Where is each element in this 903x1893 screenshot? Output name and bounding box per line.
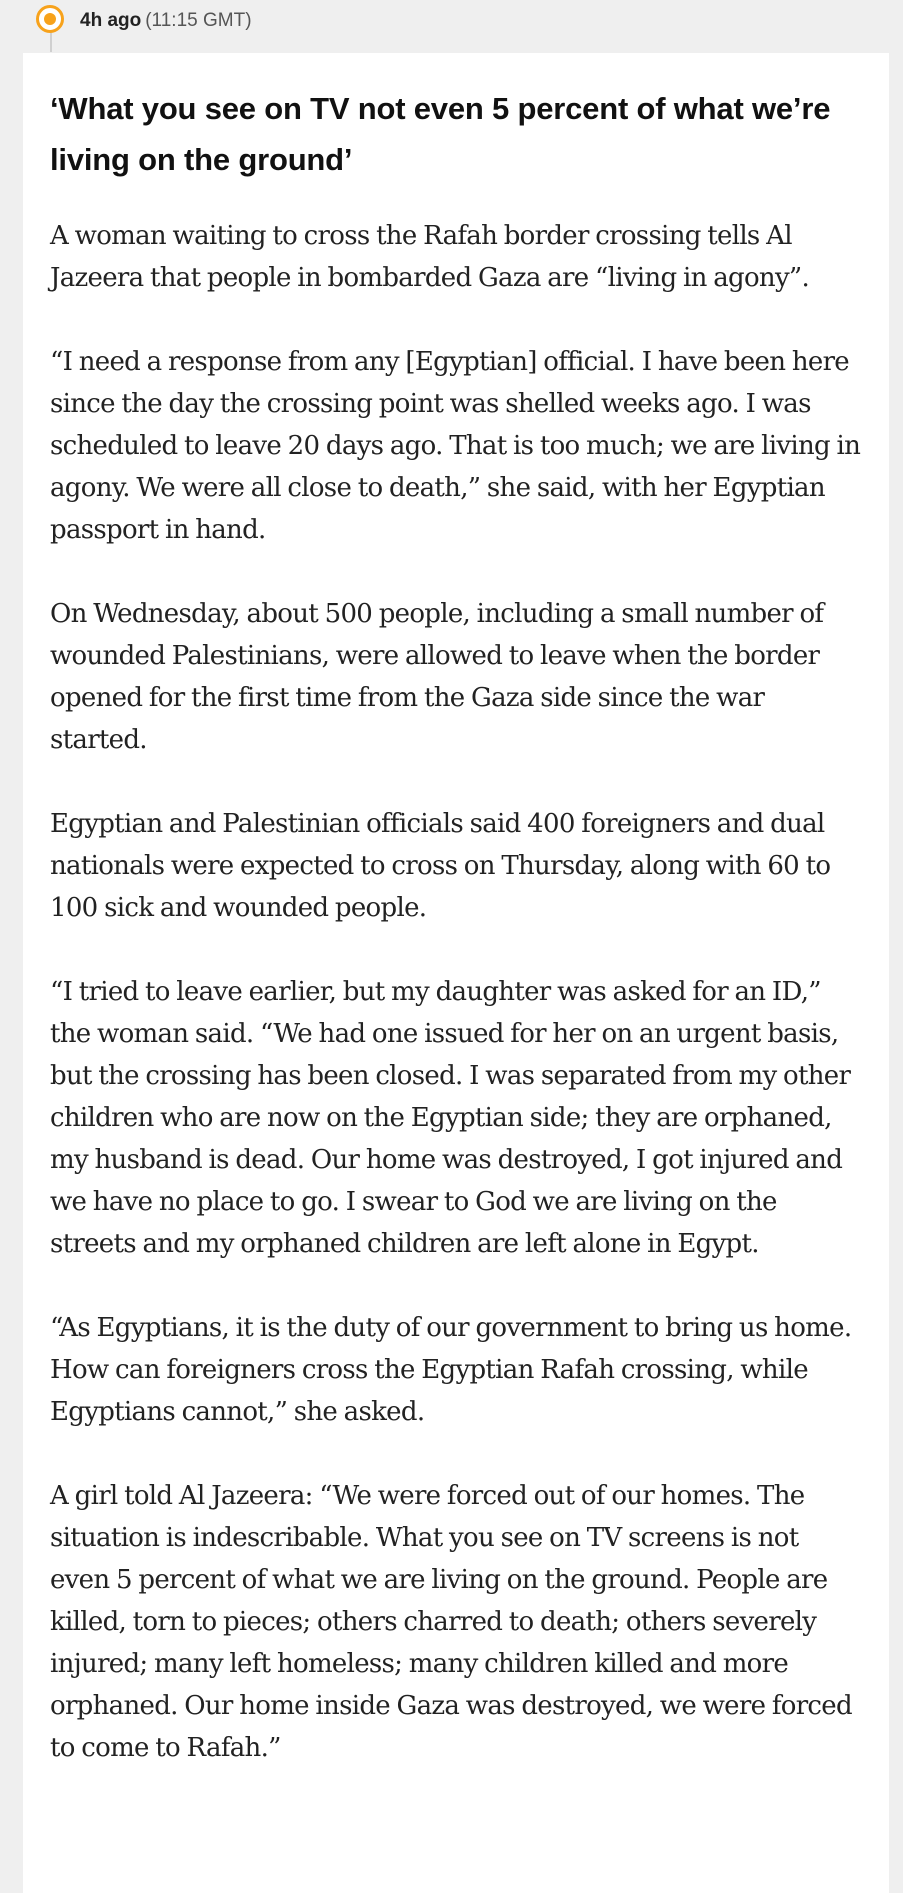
post-headline: ‘What you see on TV not even 5 percent of what we’re living on the ground’ [50, 91, 831, 177]
paragraph-4: Egyptian and Palestinian officials said 400 foreigners and dual nationals were expected to cross on Thursday, along with 60 to 100 sick and wounded people. [50, 809, 831, 923]
paragraph-7: A girl told Al Jazeera: “We were forced out of our homes. The situation is indescribable. What you see on TV screens is not even 5 percent of what we are living on the ground. People are killed, torn to pieces; others charred to death; others severely injured; many left homeless; many children killed and more orphaned. Our home inside Gaza was destroyed, we were forced to come to Rafah.” [50, 1481, 852, 1763]
post-body [50, 215, 861, 1769]
timeline-line [50, 30, 52, 52]
timeline-dot-icon [36, 5, 64, 33]
time-ago: 4h ago [80, 10, 142, 31]
time-gmt: (11:15 GMT) [145, 10, 252, 31]
post-timestamp [80, 8, 252, 34]
paragraph-6: “As Egyptians, it is the duty of our government to bring us home. How can foreigners cross the Egyptian Rafah crossing, while Egyptians cannot,” she asked. [50, 1313, 852, 1427]
paragraph-2: “I need a response from any [Egyptian] official. I have been here since the day the crossing point was shelled weeks ago. I was scheduled to leave 20 days ago. That is too much; we are living in agony. We were all close to death,” she said, with her Egyptian passport in hand. [50, 347, 861, 545]
paragraph-5: “I tried to leave earlier, but my daughter was asked for an ID,” the woman said. “We had one issued for her on an urgent basis, but the crossing has been closed. I was separated from my other children who are now on the Egyptian side; they are orphaned, my husband is dead. Our home was destroyed, I got injured and we have no place to go. I swear to God we are living on the streets and my orphaned children are left alone in Egypt. [50, 977, 851, 1259]
live-blog-post-card [23, 53, 889, 1893]
paragraph-3: On Wednesday, about 500 people, including a small number of wounded Palestinians, were allowed to leave when the border opened for the first time from the Gaza side since the war started. [50, 599, 824, 755]
timeline-dot-inner [44, 13, 56, 25]
paragraph-1: A woman waiting to cross the Rafah border crossing tells Al Jazeera that people in bombarded Gaza are “living in agony”. [50, 221, 810, 293]
